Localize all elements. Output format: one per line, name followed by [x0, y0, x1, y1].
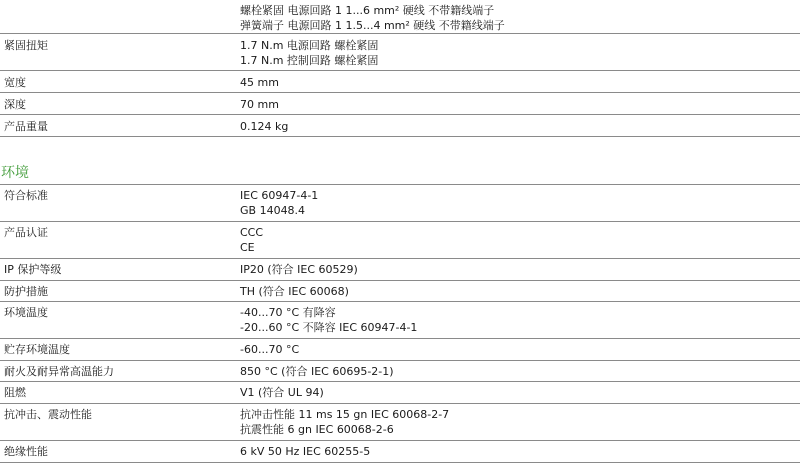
spec-label: 符合标准: [4, 189, 48, 202]
spec-value: [240, 3, 800, 33]
spec-value-line: 1.7 N.m 电源回路 螺栓紧固: [240, 39, 379, 52]
spec-label: [0, 3, 240, 33]
spec-label: 阻燃: [4, 386, 26, 399]
spec-row-width: [0, 71, 800, 93]
spec-row-insulation: [0, 441, 800, 463]
spec-value-line: 850 °C (符合 IEC 60695-2-1): [240, 365, 394, 378]
spec-label: 产品认证: [4, 226, 48, 239]
spec-row-weight: [0, 115, 800, 137]
spec-label: 耐火及耐异常高温能力: [4, 365, 114, 378]
spec-value-line: 1.7 N.m 控制回路 螺栓紧固: [240, 54, 379, 67]
spec-row-ip-rating: [0, 259, 800, 281]
spec-label: 产品重量: [4, 120, 48, 133]
spec-value: [240, 97, 800, 114]
spec-label: 环境温度: [4, 306, 48, 319]
spec-value: [240, 342, 800, 360]
spec-label: IP 保护等级: [4, 263, 62, 276]
spec-row-connections: [0, 2, 800, 34]
spec-label: 紧固扭矩: [4, 39, 48, 52]
spec-value: [240, 262, 800, 280]
spec-value: [240, 305, 800, 338]
mechanical-spec-table: [0, 2, 800, 137]
spec-value-line: 螺栓紧固 电源回路 1 1...6 mm² 硬线 不带籍线端子: [240, 4, 495, 17]
spec-value: [240, 284, 800, 301]
spec-value: [240, 364, 800, 381]
spec-value: [240, 119, 800, 136]
spec-value-line: GB 14048.4: [240, 204, 306, 217]
spec-value-line: -40...70 °C 有降容: [240, 306, 336, 319]
spec-row-flame-retardance: [0, 382, 800, 404]
environment-spec-table: [0, 185, 800, 463]
spec-row-standards: [0, 185, 800, 222]
spec-row-certifications: [0, 222, 800, 259]
spec-value-line: 6 kV 50 Hz IEC 60255-5: [240, 445, 371, 458]
spec-label: 绝缘性能: [4, 445, 48, 458]
spec-value-line: IP20 (符合 IEC 60529): [240, 263, 358, 276]
spec-row-ambient-temperature: [0, 302, 800, 339]
spec-value-line: 抗冲击性能 11 ms 15 gn IEC 60068-2-7: [240, 408, 450, 421]
spec-value-line: -20...60 °C 不降容 IEC 60947-4-1: [240, 321, 418, 334]
spec-value: [240, 38, 800, 70]
spec-value-line: CCC: [240, 226, 264, 239]
spec-row-protective-treatment: [0, 281, 800, 302]
spec-value: [240, 225, 800, 258]
spec-value-line: TH (符合 IEC 60068): [240, 285, 349, 298]
spec-row-depth: [0, 93, 800, 115]
spec-row-tightening-torque: [0, 34, 800, 71]
spec-label: 深度: [4, 98, 26, 111]
spec-label: 贮存环境温度: [4, 343, 70, 356]
spec-row-storage-temperature: [0, 339, 800, 361]
spec-value: [240, 407, 800, 440]
spec-value: [240, 444, 800, 462]
spec-value: [240, 75, 800, 92]
spec-value: [240, 188, 800, 221]
spec-value: [240, 385, 800, 403]
spec-value-line: 0.124 kg: [240, 120, 289, 133]
spec-label: 宽度: [4, 76, 26, 89]
spec-row-fire-resistance: [0, 361, 800, 382]
spec-label: 防护措施: [4, 285, 48, 298]
spec-value-line: 弹簧端子 电源回路 1 1.5...4 mm² 硬线 不带籍线端子: [240, 19, 505, 32]
spec-value-line: V1 (符合 UL 94): [240, 386, 324, 399]
section-title-environment: 环境: [1, 165, 29, 181]
spec-value-line: IEC 60947-4-1: [240, 189, 319, 202]
spec-value-line: CE: [240, 241, 255, 254]
spec-value-line: 45 mm: [240, 76, 279, 89]
spec-value-line: -60...70 °C: [240, 343, 300, 356]
spec-row-shock-vibration: [0, 404, 800, 441]
spec-value-line: 抗震性能 6 gn IEC 60068-2-6: [240, 423, 394, 436]
spec-label: 抗冲击、震动性能: [4, 408, 92, 421]
spec-value-line: 70 mm: [240, 98, 279, 111]
